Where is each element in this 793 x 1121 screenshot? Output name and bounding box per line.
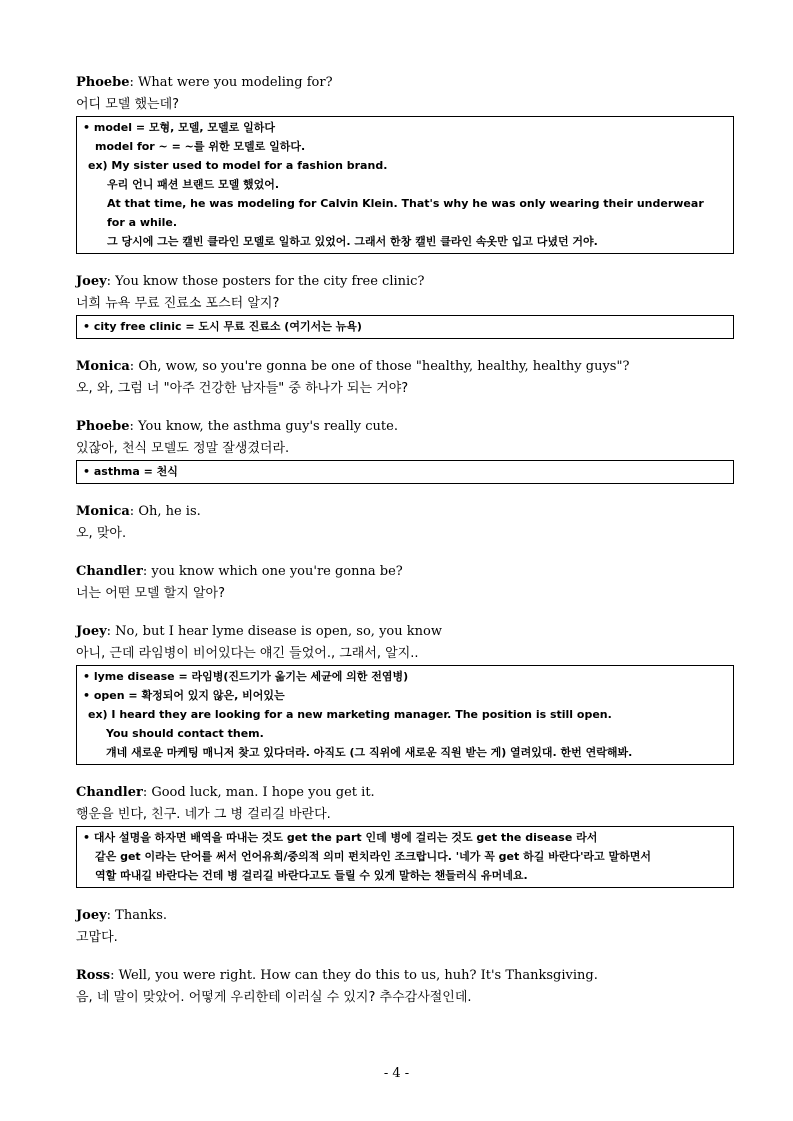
- english-line: You know those posters for the city free clinic?: [115, 274, 425, 289]
- speaker-name: Monica: [76, 504, 130, 519]
- document-page: [76, 72, 734, 1025]
- note-line: ex) I heard they are looking for a new marketing manager. The position is still open.: [88, 708, 612, 721]
- note-line: • city free clinic = 도시 무료 진료소 (여기서는 뉴욕): [83, 320, 362, 333]
- korean-translation: 음, 네 말이 맞았어. 어떻게 우리한테 이러실 수 있지? 추수감사절인데.: [76, 989, 472, 1005]
- korean-translation: 어디 모델 했는데?: [76, 96, 180, 112]
- speaker-name: Chandler: [76, 785, 143, 800]
- vocabulary-note-box: [76, 826, 734, 888]
- dialogue-block: Monica: Oh, wow, so you're gonna be one of those "healthy, healthy, healthy guys"? 오, 와, 그럼 너 "아주 건강한 남자들" 중 하나가 되는 거야?: [76, 356, 734, 399]
- note-line: You should contact them.: [106, 727, 264, 740]
- note-line: • 대사 설명을 하자면 배역을 따내는 것도 get the part 인데 병에 걸리는 것도 get the disease 라서: [83, 831, 598, 844]
- speaker-name: Phoebe: [76, 419, 130, 434]
- note-line: ex) My sister used to model for a fashion brand.: [88, 159, 388, 172]
- dialogue-block: Monica: Oh, he is. 오, 맞아.: [76, 501, 734, 544]
- dialogue-block: Phoebe: You know, the asthma guy's really cute. 있잖아, 천식 모델도 정말 잘생겼더라. • asthma = 천식: [76, 416, 734, 484]
- note-line: • lyme disease = 라임병(진드기가 옮기는 세균에 의한 전염병): [83, 670, 409, 683]
- note-line: • model = 모형, 모델, 모델로 일하다: [83, 121, 275, 134]
- dialogue-block: Joey: Thanks. 고맙다.: [76, 905, 734, 948]
- vocabulary-note-box: [76, 116, 734, 254]
- note-line: 걔네 새로운 마케팅 매니저 찾고 있다더라. 아직도 (그 직위에 새로운 직원 받는 게) 열려있대. 한번 연락해봐.: [106, 746, 633, 759]
- korean-translation: 있잖아, 천식 모델도 정말 잘생겼더라.: [76, 440, 290, 456]
- note-line: model for ~ = ~를 위한 모델로 일하다.: [95, 140, 306, 153]
- dialogue-block: Chandler: Good luck, man. I hope you get it. 행운을 빈다, 친구. 네가 그 병 걸리길 바란다. • 대사 설명을 하자면 배역을 따내는 것도 get the part 인데 병에 걸리는 것도 get the disease 라서 같은 get 이라는 단어를 써서 언어유희/중의적 의미 펀치라인 조크랍니다. '네가 꼭 get 하길 바란다'라고 말하면서 역할 따내길 바란다는 건데 병 걸리길 바란다고도 들릴 수 있게 말하는 챈들러식 유머네요.: [76, 782, 734, 888]
- vocabulary-note-box: [76, 665, 734, 765]
- dialogue-block: Joey: You know those posters for the city free clinic? 너희 뉴욕 무료 진료소 포스터 알지? • city free clinic = 도시 무료 진료소 (여기서는 뉴욕): [76, 271, 734, 339]
- note-line: for a while.: [107, 216, 178, 229]
- speaker-name: Phoebe: [76, 75, 130, 90]
- speaker-name: Chandler: [76, 564, 143, 579]
- note-line: 우리 언니 패션 브랜드 모델 했었어.: [107, 178, 280, 191]
- dialogue-block: Joey: No, but I hear lyme disease is open, so, you know 아니, 근데 라임병이 비어있다는 얘긴 들었어., 그래서, 알지.. • lyme disease = 라임병(진드기가 옮기는 세균에 의한 전염병) • open = 확정되어 있지 않은, 비어있는 ex) I heard they are looking for a new marketing manager. The position is still open. You should contact them. 걔네 새로운 마케팅 매니저 찾고 있다더라. 아직도 (그 직위에 새로운 직원 받는 게) 열려있대. 한번 연락해봐.: [76, 621, 734, 765]
- note-line: 역할 따내길 바란다는 건데 병 걸리길 바란다고도 들릴 수 있게 말하는 챈들러식 유머네요.: [95, 869, 528, 882]
- korean-translation: 너희 뉴욕 무료 진료소 포스터 알지?: [76, 295, 280, 311]
- english-line: You know, the asthma guy's really cute.: [138, 419, 398, 434]
- note-line: • open = 확정되어 있지 않은, 비어있는: [83, 689, 285, 702]
- speaker-name: Joey: [76, 624, 107, 639]
- english-line: Oh, he is.: [138, 504, 201, 519]
- vocabulary-note-box: [76, 315, 734, 339]
- korean-translation: 오, 와, 그럼 너 "아주 건강한 남자들" 중 하나가 되는 거야?: [76, 380, 409, 396]
- english-line: No, but I hear lyme disease is open, so, you know: [115, 624, 442, 639]
- note-line: At that time, he was modeling for Calvin Klein. That's why he was only wearing their underwear: [107, 197, 704, 210]
- speaker-name: Joey: [76, 274, 107, 289]
- english-line: What were you modeling for?: [138, 75, 333, 90]
- speaker-name: Monica: [76, 359, 130, 374]
- note-line: 같은 get 이라는 단어를 써서 언어유희/중의적 의미 펀치라인 조크랍니다. '네가 꼭 get 하길 바란다'라고 말하면서: [95, 850, 652, 863]
- speaker-name: Ross: [76, 968, 111, 983]
- note-line: • asthma = 천식: [83, 465, 178, 478]
- english-line: you know which one you're gonna be?: [151, 564, 403, 579]
- korean-translation: 아니, 근데 라임병이 비어있다는 얘긴 들었어., 그래서, 알지..: [76, 645, 419, 661]
- page-number: - 4 -: [383, 1066, 410, 1081]
- english-line: Good luck, man. I hope you get it.: [151, 785, 375, 800]
- korean-translation: 너는 어떤 모델 할지 알아?: [76, 585, 226, 601]
- korean-translation: 고맙다.: [76, 929, 118, 945]
- english-line: Oh, wow, so you're gonna be one of those "healthy, healthy, healthy guys"?: [138, 359, 630, 374]
- korean-translation: 행운을 빈다, 친구. 네가 그 병 걸리길 바란다.: [76, 806, 331, 822]
- english-line: Thanks.: [115, 908, 168, 923]
- dialogue-block: Chandler: you know which one you're gonna be? 너는 어떤 모델 할지 알아?: [76, 561, 734, 604]
- korean-translation: 오, 맞아.: [76, 525, 127, 541]
- english-line: Well, you were right. How can they do this to us, huh? It's Thanksgiving.: [118, 968, 598, 983]
- speaker-name: Joey: [76, 908, 107, 923]
- dialogue-block: Ross: Well, you were right. How can they do this to us, huh? It's Thanksgiving. 음, 네 말이 맞았어. 어떻게 우리한테 이러실 수 있지? 추수감사절인데.: [76, 965, 734, 1008]
- vocabulary-note-box: [76, 460, 734, 484]
- note-line: 그 당시에 그는 캘빈 클라인 모델로 일하고 있었어. 그래서 한창 캘빈 클라인 속옷만 입고 다녔던 거야.: [107, 235, 598, 248]
- dialogue-block: Phoebe: What were you modeling for? 어디 모델 했는데? • model = 모형, 모델, 모델로 일하다 model for ~ = ~를 위한 모델로 일하다. ex) My sister used to model for a fashion brand. 우리 언니 패션 브랜드 모델 했었어. At that time, he was modeling for Calvin Klein. That's why he was only wearing their underwear for a while. 그 당시에 그는 캘빈 클라인 모델로 일하고 있었어. 그래서 한창 캘빈 클라인 속옷만 입고 다녔던 거야.: [76, 72, 734, 254]
